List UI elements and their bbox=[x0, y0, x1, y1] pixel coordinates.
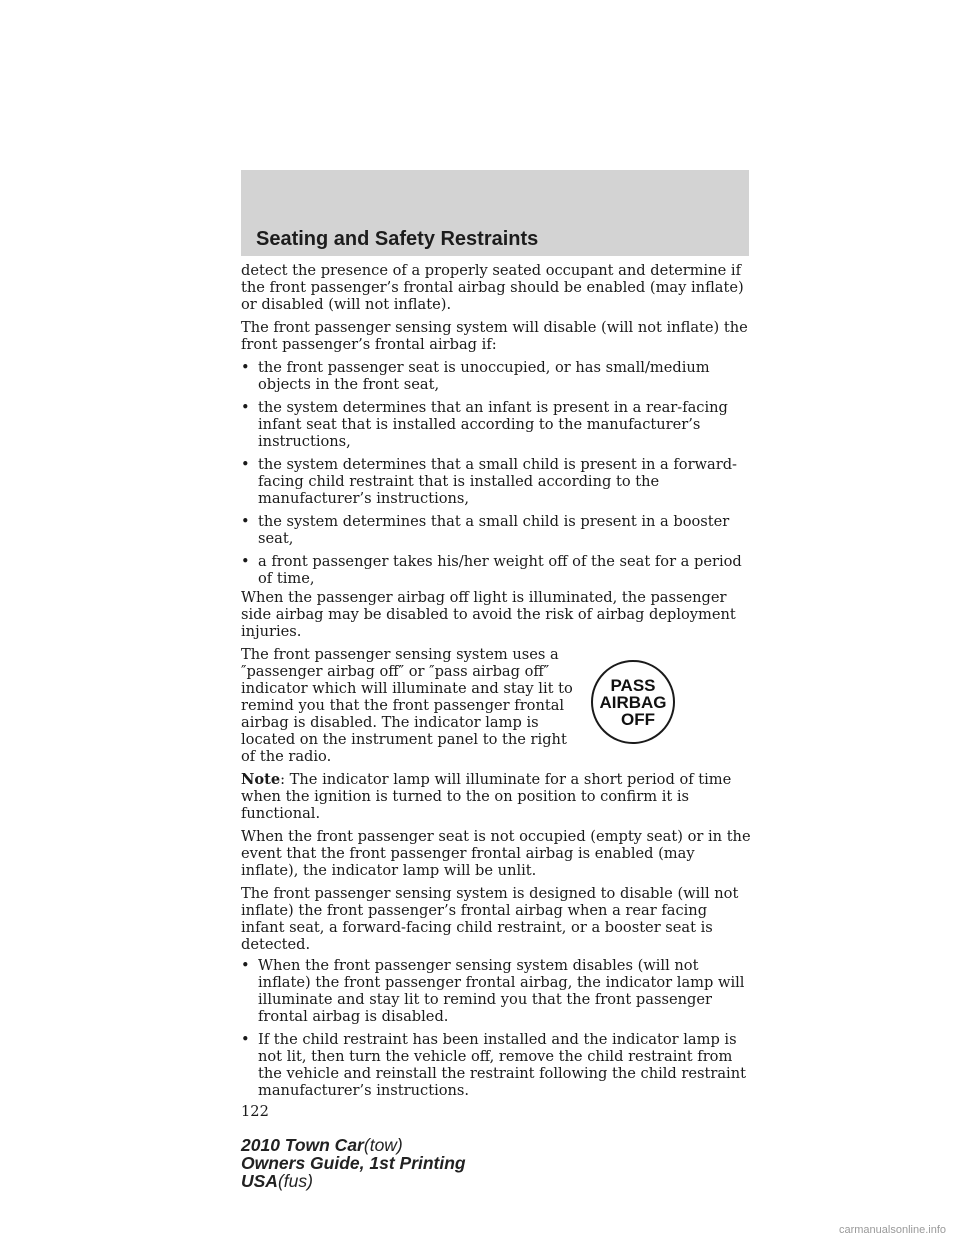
pass-airbag-off-icon bbox=[591, 660, 675, 744]
icon-text-off: OFF bbox=[621, 709, 655, 729]
bullet-icon: • bbox=[241, 456, 250, 473]
page-content bbox=[241, 262, 751, 1120]
watermark: carmanualsonline.info bbox=[838, 1224, 946, 1236]
footer-line-3: USA(fus) bbox=[241, 1171, 313, 1191]
bullet-icon: • bbox=[241, 1031, 250, 1048]
icon-text-pass: PASS bbox=[610, 675, 656, 695]
bullet-icon: • bbox=[241, 957, 250, 974]
icon-text-airbag: AIRBAG bbox=[599, 692, 667, 712]
list-item: • If the child restraint has been installed and the indicator lamp is not lit, then turn the vehicle off, remove the child restraint from the vehicle and reinstall the restraint following the child restraint manufacturer’s instructions. bbox=[241, 1031, 746, 1099]
footer-line-2: Owners Guide, 1st Printing bbox=[241, 1153, 466, 1173]
note-label: Note bbox=[241, 771, 281, 788]
footer bbox=[241, 1136, 466, 1190]
bullet-icon: • bbox=[241, 553, 250, 570]
list-item: • a front passenger takes his/her weight off of the seat for a period of time, bbox=[241, 553, 742, 587]
paragraph-2: The front passenger sensing system will disable (will not inflate) the front passenger’s frontal airbag if: bbox=[241, 319, 748, 353]
paragraph-5: When the front passenger seat is not occupied (empty seat) or in the event that the front passenger frontal airbag is enabled (may inflate), the indicator lamp will be unlit. bbox=[241, 828, 751, 879]
indicator-behavior-list bbox=[241, 957, 751, 1099]
list-item: • the front passenger seat is unoccupied, or has small/medium objects in the front seat, bbox=[241, 359, 710, 393]
paragraph-6: The front passenger sensing system is designed to disable (will not inflate) the front passenger’s frontal airbag when a rear facing infant seat, a forward-facing child restraint, or a booster seat is detected. bbox=[241, 885, 739, 953]
paragraph-4: The front passenger sensing system uses a ″passenger airbag off″ or ″pass airbag off″ indicator which will illuminate and stay lit to remind you that the front passenger frontal airbag is disabled. The indicator lamp is located on the instrument panel to the right of the radio. bbox=[241, 646, 573, 765]
list-item: • the system determines that an infant is present in a rear-facing infant seat that is installed according to the manufacturer’s instructions, bbox=[241, 399, 728, 450]
footer-line-1: 2010 Town Car(tow) bbox=[241, 1135, 403, 1155]
bullet-icon: • bbox=[241, 513, 250, 530]
disable-conditions-list bbox=[241, 359, 751, 587]
bullet-icon: • bbox=[241, 399, 250, 416]
paragraph-1: detect the presence of a properly seated occupant and determine if the front passenger’s frontal airbag should be enabled (may inflate) or disabled (will not inflate). bbox=[241, 262, 744, 313]
note-paragraph bbox=[241, 771, 751, 822]
paragraph-3: When the passenger airbag off light is illuminated, the passenger side airbag may be disabled to avoid the risk of airbag deployment injuries. bbox=[241, 589, 736, 640]
note-text: : The indicator lamp will illuminate for a short period of time when the ignition is turned to the on position to confirm it is functional. bbox=[241, 771, 732, 822]
section-header-band bbox=[241, 170, 749, 256]
indicator-paragraph bbox=[241, 646, 751, 765]
list-item: • the system determines that a small child is present in a forward-facing child restraint that is installed according to the manufacturer’s instructions, bbox=[241, 456, 737, 507]
section-title: Seating and Safety Restraints bbox=[256, 228, 539, 250]
list-item: • When the front passenger sensing system disables (will not inflate) the front passenger frontal airbag, the indicator lamp will illuminate and stay lit to remind you that the front passenger frontal airbag is disabled. bbox=[241, 957, 745, 1025]
page-number: 122 bbox=[241, 1103, 269, 1120]
bullet-icon: • bbox=[241, 359, 250, 376]
list-item: • the system determines that a small child is present in a booster seat, bbox=[241, 513, 730, 547]
